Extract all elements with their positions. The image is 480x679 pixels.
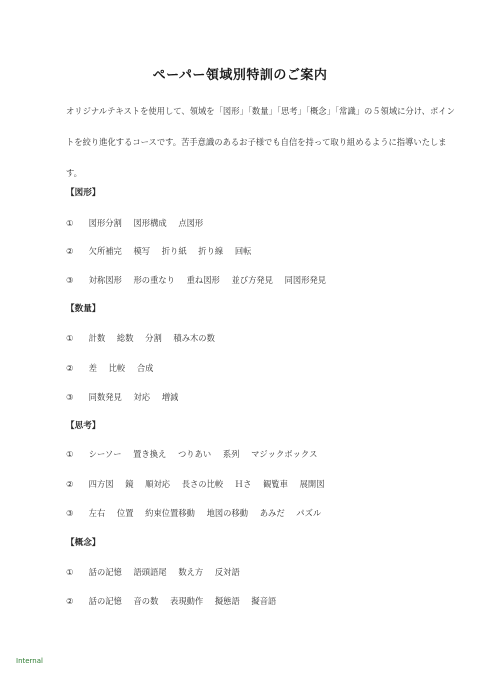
term: 四方図 [88,479,114,489]
list-item [66,507,330,519]
list-item [66,274,335,286]
term: 図形構成 [133,218,167,228]
term: あみだ [259,508,285,518]
term: 観覧車 [263,479,288,489]
term: 重ね図形 [186,275,220,285]
section-heading-suryo: 【数量】 [66,304,101,314]
term: 折り線 [198,246,224,256]
list-item [66,362,162,374]
term: 計数 [88,333,106,343]
term: 図形分割 [88,218,122,228]
term: つりあい [177,449,212,459]
term: 擬態語 [214,596,240,606]
term: 分割 [145,333,162,343]
term: シーソー [88,449,122,459]
term: 折り紙 [161,246,187,256]
term: 合成 [136,363,154,373]
item-number: ① [66,333,74,343]
list-item [66,391,187,403]
item-number: ① [66,567,74,577]
term: 比較 [108,363,126,373]
term: 左右 [88,508,106,518]
term: 鏡 [125,479,134,489]
list-item [66,478,334,490]
term: 増減 [161,392,179,402]
term: 位置 [116,508,134,518]
intro-line: オリジナルテキストを使用して、領域を「図形」「数量」「思考」「概念」「常識」の５領域に分け、ポイン [66,106,455,116]
term: 欠所補完 [88,246,122,256]
term: 擬音語 [251,596,277,606]
item-number: ① [66,218,74,228]
term: 形の重なり [133,275,175,285]
list-item [66,217,212,229]
term: 話の記憶 [88,596,122,606]
term: 順対応 [145,479,171,489]
term: 表現動作 [170,596,204,606]
term: 語頭語尾 [133,567,167,577]
term: 系列 [222,449,240,459]
term: マジックボックス [251,449,318,459]
term: 反対語 [214,567,240,577]
list-item [66,448,326,460]
term: 模写 [133,246,151,256]
term: 対称図形 [88,275,122,285]
term: パズル [296,508,322,518]
term: 地図の移動 [206,508,249,518]
term: 展開図 [299,479,325,489]
section-heading-zukei: 【図形】 [66,188,101,198]
list-item [66,245,260,257]
intro-paragraph [66,96,455,189]
term: 話の記憶 [88,567,122,577]
term: 約束位置移動 [145,508,195,518]
page-title: ペーパー領域別特訓のご案内 [152,68,328,83]
intro-line: す。 [66,168,82,178]
term: 数え方 [178,567,204,577]
term: 積み木の数 [173,333,215,343]
item-number: ③ [66,392,74,402]
list-item [66,595,285,607]
term: 回転 [234,246,252,256]
classification-label: Internal [16,657,43,665]
term: 置き換え [133,449,167,459]
item-number: ③ [66,508,74,518]
list-item [66,566,249,578]
intro-line: トを絞り進化するコースです。苦手意識のあるお子様でも自信を持って取り組めるように指導いたしま [66,137,447,147]
term: 長さの比較 [181,479,224,489]
item-number: ② [66,363,74,373]
list-item [66,332,224,344]
section-heading-shiko: 【思考】 [66,421,101,431]
term: 同数発見 [88,392,122,402]
term: 音の数 [133,596,159,606]
term: 点図形 [178,218,204,228]
section-heading-gainen: 【概念】 [66,538,101,548]
term: Ｈさ [234,479,252,489]
term: 並び方発見 [231,275,273,285]
term: 同図形発見 [284,275,327,285]
term: 対応 [133,392,151,402]
term: 差 [88,363,97,373]
item-number: ① [66,449,74,459]
item-number: ② [66,479,74,489]
item-number: ② [66,596,74,606]
item-number: ② [66,246,74,256]
item-number: ③ [66,275,74,285]
term: 総数 [116,333,134,343]
